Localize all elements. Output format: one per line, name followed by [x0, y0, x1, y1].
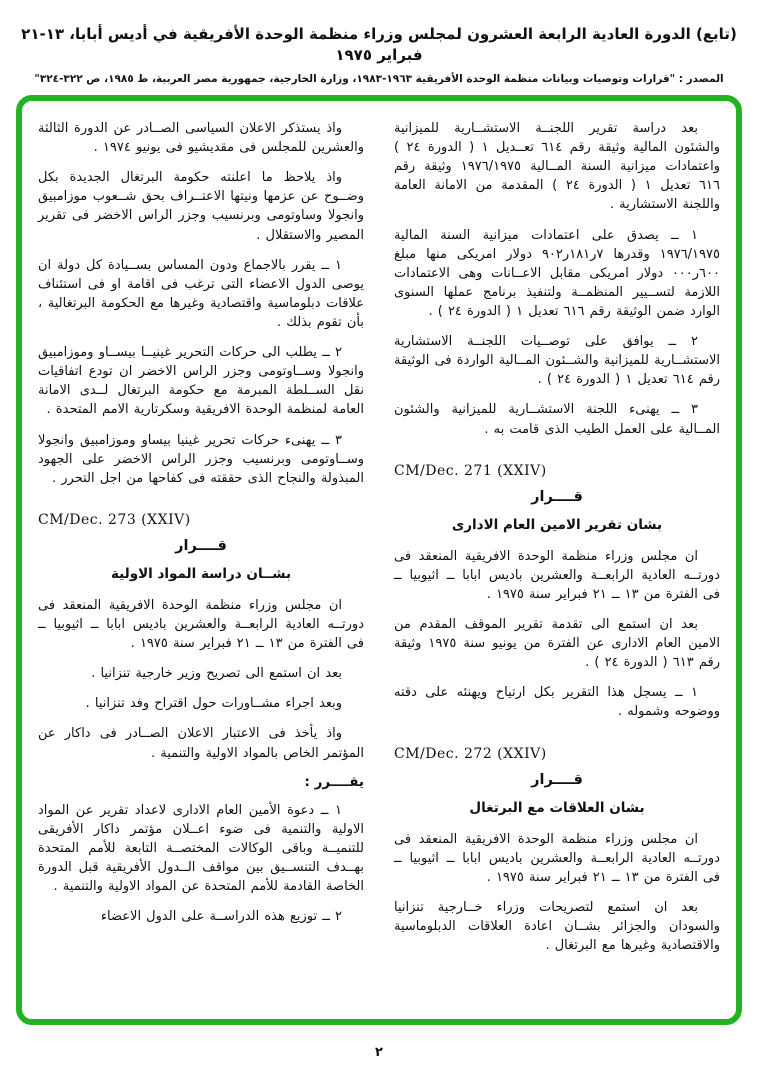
decision-heading: قــــرار	[175, 537, 227, 554]
decision-subject: بشان العلاقات مع البرتغال	[469, 799, 645, 816]
paragraph: بعد ان استمع الى تصريح وزير خارجية تنزانيا .	[91, 666, 342, 682]
paragraph: ١ ــ يصدق على اعتمادات ميزانية السنة المالية ١٩٧٦/١٩٧٥ وقدرها ٧ر١٨١ر٩٠٢ دولار امريكى منها مبلغ ٦٠٠ر٠٠٠ دولار امريكى مقابل الاعــانات وهى الاعتمادات اللازمة لتســيير المنظمــة ولتنفيذ برنامج عملها السنوى الوارد ضمن الوثيقة رقم ٦١٦ تعديل ١ ( الدورة ٢٤ ) .	[394, 227, 720, 319]
decision-heading: قــــرار	[531, 488, 583, 505]
paragraph: واذ يستذكر الاعلان السياسى الصــادر عن الدورة الثالثة والعشرين للمجلس فى مقديشيو فى يونيو ١٩٧٤ .	[38, 121, 364, 156]
paragraph: ١ ــ يسجل هذا التقرير بكل ارتياح ويهنئه على دقته ووضوحه وشموله .	[394, 685, 720, 720]
paragraph: ٣ ــ يهنىء اللجنة الاستشــارية للميزانية والشئون المــالية على العمل الطيب الذى قامت به .	[394, 402, 720, 437]
paragraph: ١ ــ يقرر بالاجماع ودون المساس بســيادة كل دولة ان يوصى الدول الاعضاء التى ترغب فى اقامة او فى استئناف علاقات دبلوماسية واقتصادية وغيرها مع الحكومة البرتغالية ، بأن تقوم بذلك .	[38, 257, 364, 330]
paragraph: ان مجلس وزراء منظمة الوحدة الافريقية المنعقد فى دورتــه العادية الرابعــة والعشرين باديس ابابا ــ اثيوبيا ــ فى الفترة من ١٣ ــ ٢١ فبراير سنة ١٩٧٥ .	[394, 548, 720, 602]
decision-subject: بشــان دراسة المواد الاولية	[110, 565, 292, 582]
paragraph: بعد ان استمع لتصريحات وزراء خــارجية تنزانيا والسودان والجزائر بشــان اعادة العلاقات الدبلوماسية والاقتصادية وغيرها مع البرتغال .	[394, 899, 720, 954]
paragraph: واذ يأخذ فى الاعتبار الاعلان الصــادر فى داكار عن المؤتمر الخاص بالمواد الاولية والتنمية .	[38, 726, 364, 761]
column-right	[394, 119, 720, 1011]
document-header	[0, 0, 758, 85]
paragraph: بعد دراسة تقرير اللجنــة الاستشــارية للميزانية والشئون المالية وثيقة رقم ٦١٤ تعــديل ١ ( الدورة ٢٤ ) واعتمادات ميزانية السنة المــالية ١٩٧٦/١٩٧٥ وثيقة رقم ٦١٦ تعديل ١ ( الدورة ٢٤ ) المقدمة من الامانة العامة واللجنة الاستشارية .	[394, 121, 721, 213]
source-citation: المصدر : "قرارات وتوصيات وبيانات منظمة الوحدة الأفريقية ١٩٦٣-١٩٨٣، وزارة الخارجية، جمهورية مصر العربية، ط ١٩٨٥، ص ٣٢٢-٣٢٤"	[34, 73, 724, 85]
paragraph: ٢ ــ يوافق على توصــيات اللجنــة الاستشارية الاستشــارية للميزانية والشــئون المــالية الواردة فى الوثيقة رقم ٦١٤ تعديل ١ ( الدورة ٢٤ ) .	[394, 334, 720, 388]
paragraph: ان مجلس وزراء منظمة الوحدة الافريقية المنعقد فى دورتــه العادية الرابعــة والعشرين باديس ابابا ــ اثيوبيا ــ فى الفترة من ١٣ ــ ٢١ فبراير سنة ١٩٧٥ .	[394, 831, 720, 885]
paragraph: ١ ــ دعوة الأمين العام الادارى لاعداد تقرير عن المواد الاولية والتنمية فى ضوء اعــلان مؤتمر داكار الأفريقى للتنميــة وباقى الوكالات المختصــة التابعة للأمم المتحدة بهــدف التنســيق بين مواقف الــدول الأفريقية قبل الدورة الخاصة القادمة للأمم المتحدة عن المواد الاولية والتنمية .	[38, 802, 364, 895]
decision-reference: CM/Dec. 271 (XXIV)	[394, 462, 547, 479]
paragraph: بعد ان استمع الى تقدمة تقرير الموقف المقدم من الامين العام الادارى عن الفترة من يونيو سنة ١٩٧٥ وثيقة رقم ٦١٣ ( الدورة ٢٤ ) .	[394, 616, 720, 671]
paragraph: واذ يلاحظ ما اعلنته حكومة البرتغال الجديدة بكل وضــوح عن عزمها ونيتها الاعتــراف بحق شــعوب موزامبيق وانجولا وساوتومى وبرنسيب وجزر الراس الاخضر فى تقرير المصير والاستقلال .	[38, 170, 364, 243]
page-number: ٢	[375, 1045, 383, 1060]
green-content-frame	[16, 95, 742, 1025]
paragraph: ٢ ــ يطلب الى حركات التحرير غينيــا بيســاو وموزامبيق وانجولا وســاوتومى وجزر الراس الاخضر ان تودع اتفاقيات نقل الســلطة المبرمة مع حكومة البرتغال لــدى الامانة العامة لمنظمة الوحدة الافريقية وسكرتارية الامم المتحدة .	[38, 345, 364, 418]
column-left	[38, 119, 364, 1011]
session-title: (تابع) الدورة العادية الرابعة العشرون لمجلس وزراء منظمة الوحدة الأفريقية في أديس أبابا، ١٣-٢١ فبراير ١٩٧٥	[21, 25, 737, 64]
paragraph: ان مجلس وزراء منظمة الوحدة الافريقية المنعقد فى دورتــه العادية الرابعــة والعشرين باديس ابابا ــ اثيوبيا ــ فى الفترة من ١٣ ــ ٢١ فبراير سنة ١٩٧٥ .	[38, 597, 364, 652]
decision-heading: قــــرار	[531, 771, 583, 788]
paragraph: ٣ ــ يهنىء حركات تحرير غينيا بيساو وموزامبيق وانجولا وســاوتومى وبرنسيب وجزر الراس الاخضر على الجهود المبذولة والنجاح الذى حققته فى كفاحها من اجل التحرر .	[38, 432, 364, 486]
paragraph: ٢ ــ توزيع هذه الدراســة على الدول الاعضاء	[100, 909, 342, 925]
paragraph: وبعد اجراء مشــاورات حول اقتراح وفد تنزانيا .	[85, 696, 342, 712]
decision-reference: CM/Dec. 273 (XXIV)	[38, 511, 191, 528]
resolution-lead-word: يقــــرر :	[304, 773, 364, 790]
decision-reference: CM/Dec. 272 (XXIV)	[394, 745, 547, 762]
decision-subject: بشان تقرير الامين العام الادارى	[451, 516, 663, 533]
